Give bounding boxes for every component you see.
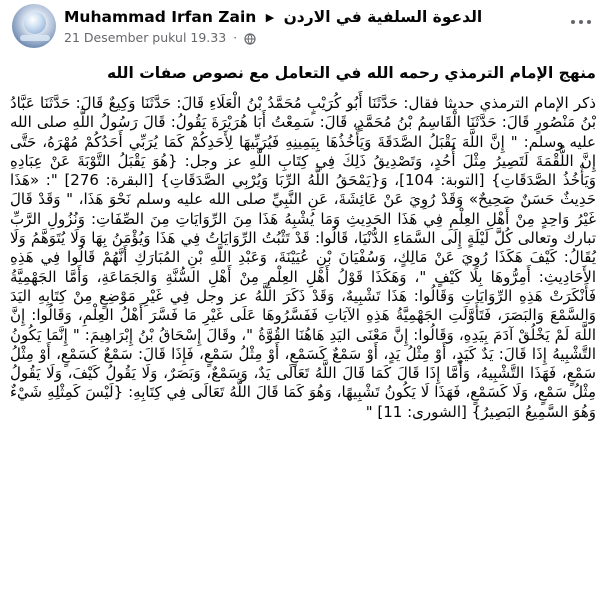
meta-separator: · [233, 30, 238, 45]
post-attribution [64, 5, 564, 29]
post-timestamp[interactable]: 21 Desember pukul 19.33 [64, 30, 227, 45]
more-options-icon[interactable] [569, 10, 593, 34]
avatar-globe-graphic [24, 12, 46, 34]
post-header [0, 0, 602, 56]
post-meta [64, 29, 256, 47]
group-name[interactable]: الدعوة السلفية في الاردن [283, 8, 483, 26]
post-body: ذكر الإمام الترمذي حديثا فقال: حَدَّثَنَا أَبُو كُرَيْبٍ مُحَمَّدُ بْنُ الْعَلَاءِ قَالَ: حَدَّثَنَا وَكِيعٌ قَالَ: حَدَّثَنَا عَبَّادُ بْنُ مَنْصُورٍ قَالَ: حَدَّثَنَا الْقَاسِمُ بْنُ مُحَمَّدٍ، قَالَ: سَمِعْتُ أَبَا هُرَيْرَةَ يَقُولُ: قَالَ رَسُولُ اللَّهِ صلى الله عليه وسلم: " إِنَّ اللَّهَ يَقْبَلُ الصَّدَقَةَ وَيَأْخُذُهَا بِيَمِينِهِ فَيُرَبِّيهَا لِأَحَدِكُمْ كَمَا يُرَبِّي أَحَدُكُمْ مُهْرَهُ، حَتَّى إِنَّ اللُّقْمَةَ لَتَصِيرُ مِثْلَ أُحُدٍ، وَتَصْدِيقُ ذَلِكَ فِي كِتَابِ اللَّهِ عز وجل: {هُوَ يَقْبَلُ التَّوْبَةَ عَنْ عِبَادِهِ وَيَأْخُذُ الصَّدَقَاتِ} [التوبة: 104]، وَ{يَمْحَقُ اللَّهُ الرِّبَا وَيُرْبِي الصَّدَقَاتِ} [البقرة: 276] ": «هَذَا حَدِيثٌ حَسَنٌ صَحِيحٌ» وَقَدْ رُوِيَ عَنْ عَائِشَةَ، عَنِ النَّبِيِّ صلى الله عليه وسلم نَحْوَ هَذَا، " وَقَدْ قَالَ غَيْرُ وَاحِدٍ مِنْ أَهْلِ العِلْمِ فِي هَذَا الحَدِيثِ وَمَا يُشْبِهُ هَذَا مِنَ الرِّوَايَاتِ مِنَ الصِّفَاتِ: وَنُزُولِ الرَّبِّ تبارك وتعالى كُلَّ لَيْلَةٍ إِلَى السَّمَاءِ الدُّنْيَا، قَالُوا: قَدْ تَثْبُتُ الرِّوَايَاتُ فِي هَذَا وَيُؤْمَنُ بِهَا وَلَا يُتَوَهَّمُ وَلَا يُقَالُ: كَيْفَ هَكَذَا رُوِيَ عَنْ مَالِكٍ، وَسُفْيَانَ بْنِ عُيَيْنَةَ، وَعَبْدِ اللَّهِ بْنِ المُبَارَكِ أَنَّهُمْ قَالُوا فِي هَذِهِ الأَحَادِيثِ: أَمِرُّوهَا بِلَا كَيْفٍ "، وَهَكَذَا قَوْلُ أَهْلِ العِلْمِ مِنْ أَهْلِ السُّنَّةِ وَالجَمَاعَةِ، وَأَمَّا الجَهْمِيَّةُ فَأَنْكَرَتْ هَذِهِ الرِّوَايَاتِ وَقَالُوا: هَذَا تَشْبِيهٌ، وَقَدْ ذَكَرَ اللَّهُ عز وجل فِي غَيْرِ مَوْضِعٍ مِنْ كِتَابِهِ اليَدَ وَالسَّمْعَ وَالبَصَرَ، فَتَأَوَّلَتِ الجَهْمِيَّةُ هَذِهِ الآيَاتِ فَفَسَّرُوهَا عَلَى غَيْرِ مَا فَسَّرَ أَهْلُ العِلْمِ، وَقَالُوا: إِنَّ اللَّهَ لَمْ يَخْلُقْ آدَمَ بِيَدِهِ، وَقَالُوا: إِنَّ مَعْنَى اليَدِ هَاهُنَا القُوَّةُ "، وقَالَ إِسْحَاقُ بْنُ إِبْرَاهِيمَ: " إِنَّمَا يَكُونُ التَّشْبِيهُ إِذَا قَالَ: يَدٌ كَيَدٍ، أَوْ مِثْلُ يَدٍ، أَوْ سَمْعٌ كَسَمْعٍ، أَوْ مِثْلُ سَمْعٍ، فَإِذَا قَالَ: سَمْعٌ كَسَمْعٍ، أَوْ مِثْلُ سَمْعٍ، فَهَذَا التَّشْبِيهُ، وَأَمَّا إِذَا قَالَ كَمَا قَالَ اللَّهُ تَعَالَى يَدٌ، وَسَمْعٌ، وَبَصَرٌ، وَلَا يَقُولُ كَيْفَ، وَلَا يَقُولُ مِثْلُ سَمْعٍ، وَلَا كَسَمْعٍ، فَهَذَا لَا يَكُونُ تَشْبِيهًا، وَهُوَ كَمَا قَالَ اللَّهُ تَعَالَى فِي كِتَابِهِ: {لَيْسَ كَمِثْلِهِ شَيْءٌ وَهُوَ السَّمِيعُ البَصِيرُ} [الشورى: 11] " [10, 94, 596, 421]
right-triangle-icon: ▶ [265, 11, 275, 24]
author-avatar[interactable] [12, 4, 56, 48]
author-name[interactable]: Muhammad Irfan Zain [64, 8, 257, 26]
globe-icon [244, 32, 256, 50]
avatar-base-graphic [20, 35, 50, 41]
post-title: منهج الإمام الترمذي رحمه الله في التعامل مع نصوص صفات الله [106, 64, 596, 82]
